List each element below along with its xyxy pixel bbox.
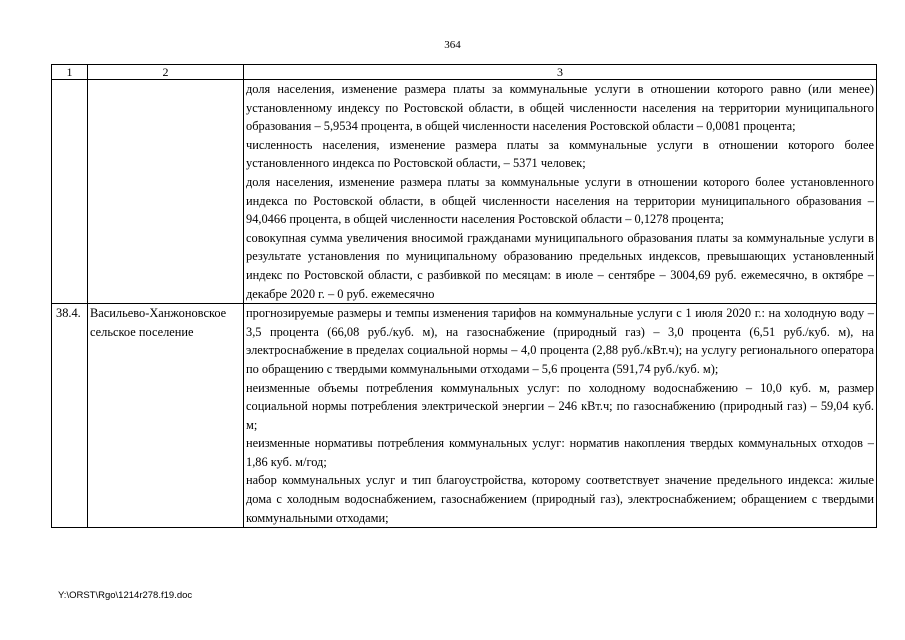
table-row-38-4 [52,304,877,528]
row-content-cell [244,304,877,528]
table-header-row [52,65,877,80]
page-number: 364 [444,39,461,51]
column-header-1: 1 [52,65,88,80]
column-header-2: 2 [88,65,244,80]
column-header-3: 3 [244,65,877,80]
table-row-continuation [52,80,877,304]
paragraph: доля населения, изменение размера платы за коммунальные услуги в отношении которого более установленного индекса по Ростовской области, в общей численности населения на территории муниципального образования – 94,0466 процента, в общей численности населения Ростовской области – 0,1278 процента; [246,174,874,227]
paragraph: набор коммунальных услуг и тип благоустройства, которому соответствует значение предельного индекса: жилые дома с холодным водоснабжением, газоснабжением (природный газ), электроснабжением; обращением с твердыми коммунальными отходами; [246,473,874,525]
paragraph: прогнозируемые размеры и темпы изменения тарифов на коммунальные услуги с 1 июля 2020 г.: на холодную воду – 3,5 процента (66,08 руб./куб. м), на газоснабжение (природный газ) – 3,0 процента (6,51 руб./куб. м), на электроснабжение в пределах социальной нормы – 4,0 процента (2,88 руб./кВт.ч); на услугу регионального оператора по обращению с твердыми коммунальными отходами – 5,6 процента (591,74 руб./куб. м); [246,306,874,376]
footer-file-path: Y:\ORST\Rgo\1214r278.f19.doc [58,590,193,601]
row-content-cell [244,80,877,304]
row-number-cell [52,80,88,304]
regulation-table [51,64,877,528]
paragraph: неизменные объемы потребления коммунальных услуг: по холодному водоснабжению – 10,0 куб. м, размер социальной нормы потребления электрической энергии – 246 кВт.ч; по газоснабжению (природный газ) – 59,04 куб. м; [246,380,874,432]
paragraph: доля населения, изменение размера платы за коммунальные услуги в отношении которого равно (или менее) установленному индексу по Ростовской области, в общей численности населения на территории муниципального образования – 5,9534 процента, в общей численности населения Ростовской области – 0,0081 процента; [246,82,874,134]
row-name-cell [88,80,244,304]
paragraph: неизменные нормативы потребления коммунальных услуг: норматив накопления твердых коммунальных отходов – 1,86 куб. м/год; [246,436,874,469]
row-number-cell: 38.4. [52,304,88,528]
paragraph: совокупная сумма увеличения вносимой гражданами муниципального образования платы за коммунальные услуги в результате установления по муниципальному образованию предельных индексов, превышающих установленный индекс по Ростовской области, с разбивкой по месяцам: в июле – сентябре – 3004,69 руб. ежемесячно, в октябре – декабре 2020 г. – 0 руб. ежемесячно [246,230,874,301]
paragraph: численность населения, изменение размера платы за коммунальные услуги в отношении которого более установленного индекса по Ростовской области, – 5371 человек; [246,137,874,171]
row-name-cell: Васильево-Ханжоновское сельское поселение [88,304,244,528]
